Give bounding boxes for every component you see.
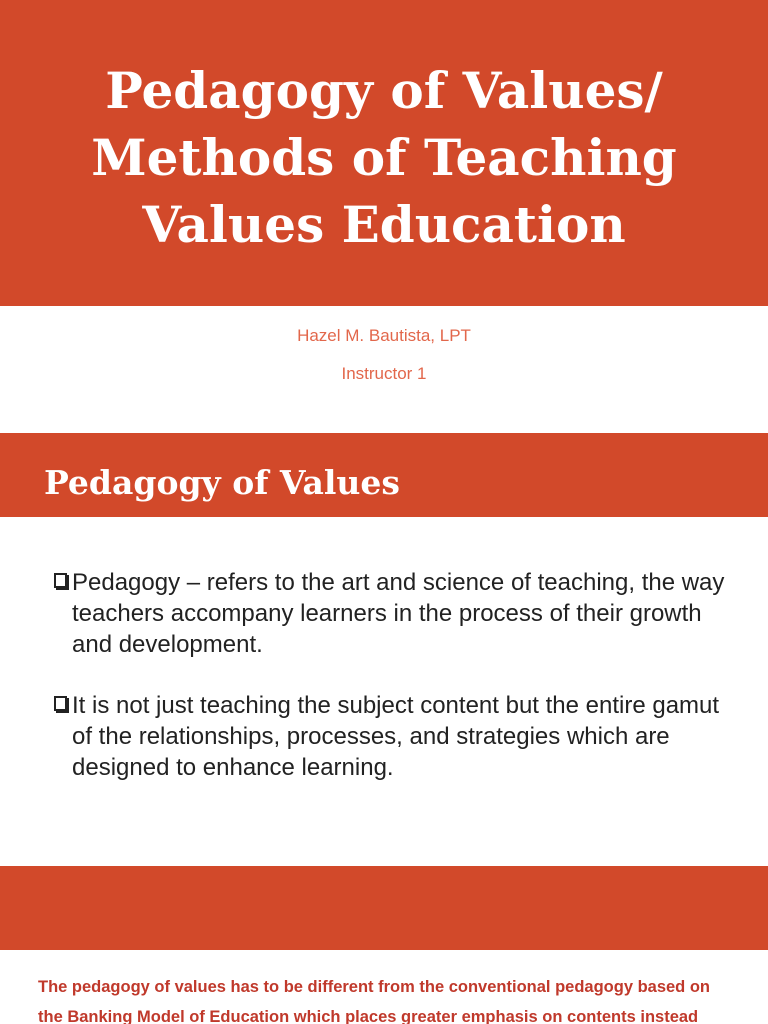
bullet-text: Pedagogy – refers to the art and science of teaching, the way teachers accompany learners in the process of their growth and development. <box>72 569 725 658</box>
square-bullet-icon <box>54 573 67 588</box>
square-bullet-icon <box>54 696 67 711</box>
heading-banner <box>0 866 768 950</box>
heading-banner <box>0 433 768 517</box>
content-slide-pedagogy <box>0 433 768 865</box>
bullet-list <box>54 567 734 813</box>
bullet-text: It is not just teaching the subject content but the entire gamut of the relationships, processes, and strategies which are designed to enhance learning. <box>72 692 720 781</box>
bullet-item <box>54 567 734 660</box>
title-slide <box>0 0 768 420</box>
author-role: Instructor 1 <box>341 364 427 383</box>
content-slide-partial <box>0 866 768 1024</box>
title-banner <box>0 0 768 306</box>
bullet-item <box>54 690 734 783</box>
slide-body-text: The pedagogy of values has to be different from the conventional pedagogy based on the Banking Model of Education which places greater emphasis on contents instead <box>38 978 711 1024</box>
author-name: Hazel M. Bautista, LPT <box>297 326 471 345</box>
slide-title: Pedagogy of Values/ Methods of Teaching Values Education <box>91 60 677 254</box>
slide-heading: Pedagogy of Values <box>44 463 400 502</box>
